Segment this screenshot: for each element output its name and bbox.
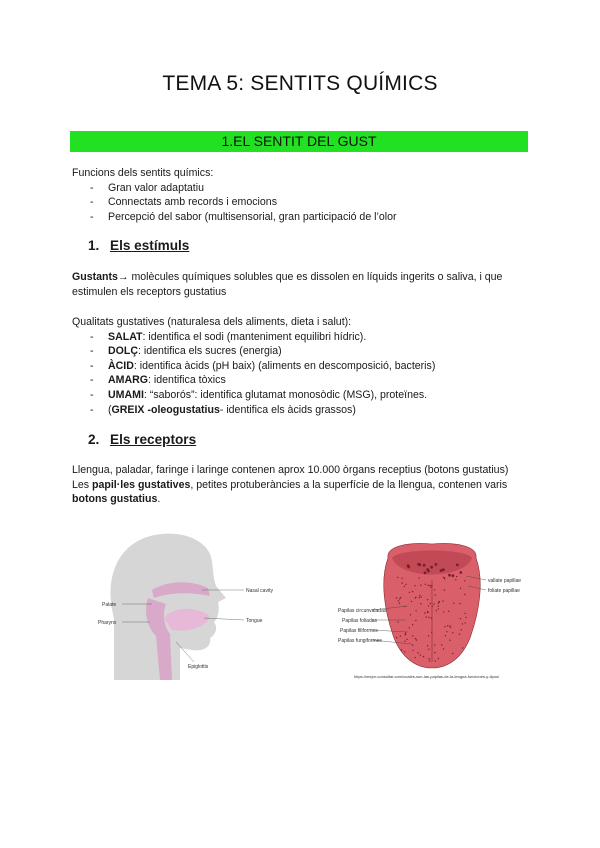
- papilla-dot: [431, 585, 432, 586]
- papilla-dot: [424, 572, 427, 575]
- papilla-dot: [452, 632, 453, 633]
- label-palate: Palate: [102, 602, 117, 608]
- papilla-dot: [459, 634, 460, 635]
- papilla-dot: [438, 658, 439, 659]
- list-item: [72, 344, 532, 359]
- papilla-dot: [465, 622, 466, 623]
- receptors-para-1: Llengua, paladar, faringe i laringe contenen aprox 10.000 òrgans receptius (botons gustatius): [72, 464, 509, 476]
- receptors-block: [72, 463, 532, 507]
- papilla-dot: [397, 577, 398, 578]
- papilla-dot: [444, 589, 445, 590]
- papilla-dot: [396, 597, 397, 598]
- quality-term: GREIX -oleogustatius: [111, 403, 220, 416]
- papillae-term: papil·les gustatives: [92, 478, 191, 491]
- papilla-dot: [444, 578, 445, 579]
- page-title: TEMA 5: SENTITS QUÍMICS: [162, 72, 438, 95]
- taste-buds-term: botons gustatius: [72, 493, 158, 506]
- papilla-dot: [443, 611, 444, 612]
- gustants-text: → molècules químiques solubles que es dissolen en líquids ingerits o saliva, i que estimulen els receptors gustatius: [72, 271, 503, 298]
- papilla-dot: [396, 637, 397, 638]
- papilla-dot: [402, 582, 403, 583]
- papilla-dot: [416, 639, 417, 640]
- papilla-dot: [436, 610, 437, 611]
- quality-text: : identifica tòxics: [148, 374, 226, 387]
- papilla-dot: [412, 591, 413, 592]
- label-epiglottis: Epiglottis: [188, 664, 209, 670]
- papilla-dot: [411, 601, 412, 602]
- papilla-dot: [456, 564, 459, 567]
- quality-text: : identifica els sucres (energia): [138, 345, 282, 358]
- papilla-dot: [444, 626, 445, 627]
- list-item: [72, 359, 532, 374]
- papilla-dot: [399, 603, 400, 604]
- papilla-dot: [456, 576, 457, 577]
- papilla-dot: [412, 624, 413, 625]
- papilla-dot: [418, 577, 419, 578]
- gustants-term: Gustants: [72, 271, 118, 283]
- quality-text: : “saborós”: identifica glutamat monosòdic (MSG), proteïnes.: [143, 388, 428, 401]
- papilla-dot: [440, 569, 443, 572]
- papilla-dot: [430, 566, 433, 569]
- list-item: [72, 330, 532, 345]
- papilla-dot: [429, 660, 430, 661]
- label-foliadas: Papilas foliadas: [342, 618, 378, 624]
- heading-number: 1.: [88, 238, 100, 253]
- papilla-dot: [404, 641, 405, 642]
- papilla-dot: [401, 578, 402, 579]
- papilla-dot: [452, 574, 455, 577]
- papilla-dot: [438, 608, 439, 609]
- papilla-dot: [412, 635, 413, 636]
- papilla-dot: [464, 580, 465, 581]
- papilla-dot: [401, 649, 402, 650]
- papilla-dot: [418, 563, 421, 566]
- papilla-dot: [449, 625, 450, 626]
- papilla-dot: [427, 585, 428, 586]
- quality-term: SALAT: [108, 330, 143, 343]
- papilla-dot: [409, 592, 410, 593]
- papilla-dot: [431, 632, 432, 633]
- heading-text: Els estímuls: [110, 238, 190, 253]
- stimuli-heading: [88, 238, 189, 253]
- quality-term: ÀCID: [108, 359, 134, 372]
- papilla-dot: [412, 644, 413, 645]
- papilla-dot: [464, 594, 465, 595]
- papilla-dot: [410, 614, 411, 615]
- papilla-dot: [448, 611, 449, 612]
- papilla-dot: [459, 603, 460, 604]
- papilla-dot: [417, 652, 418, 653]
- section-heading-sense-of-taste: 1.EL SENTIT DEL GUST: [70, 131, 528, 152]
- list-item: [72, 373, 532, 388]
- papilla-dot: [453, 603, 454, 604]
- papilla-dot: [435, 594, 436, 595]
- papilla-dot: [399, 598, 400, 599]
- tongue-papillae-figure: [338, 540, 526, 680]
- papilla-dot: [428, 649, 429, 650]
- papilla-dot: [415, 620, 416, 621]
- head-cross-section-figure: [84, 530, 274, 680]
- papilla-dot: [465, 617, 466, 618]
- papilla-dot: [443, 577, 444, 578]
- papilla-dot: [461, 629, 462, 630]
- functions-list: [72, 181, 532, 225]
- text-run: , petites protuberàncies a la superfície de la llengua, contenen varis: [190, 478, 508, 491]
- papilla-dot: [428, 617, 429, 618]
- papilla-dot: [455, 579, 456, 580]
- papilla-dot: [405, 584, 406, 585]
- list-item: [72, 403, 532, 418]
- papilla-dot: [432, 606, 433, 607]
- papilla-dot: [420, 585, 421, 586]
- quality-term: UMAMI: [108, 388, 144, 401]
- papilla-dot: [423, 656, 424, 657]
- papilla-dot: [460, 618, 461, 619]
- papilla-dot: [447, 625, 448, 626]
- papilla-dot: [426, 568, 429, 571]
- papilla-dot: [405, 634, 406, 635]
- functions-block: [72, 166, 532, 224]
- papilla-dot: [433, 604, 434, 605]
- papilla-dot: [429, 585, 430, 586]
- quality-term: DOLÇ: [108, 345, 139, 358]
- papilla-dot: [413, 650, 414, 651]
- papilla-dot: [464, 613, 465, 614]
- qualities-list: [72, 330, 532, 418]
- label-foliate: foliate papillae: [488, 588, 520, 594]
- label-tongue: Tongue: [246, 618, 263, 624]
- papilla-dot: [419, 595, 420, 596]
- papilla-dot: [446, 631, 447, 632]
- papilla-dot: [435, 563, 438, 566]
- papilla-dot: [427, 645, 428, 646]
- label-vallate: vallate papillae: [488, 578, 522, 584]
- papilla-dot: [415, 610, 416, 611]
- papilla-dot: [425, 584, 426, 585]
- papilla-dot: [442, 568, 445, 571]
- papilla-dot: [419, 597, 420, 598]
- papilla-dot: [460, 588, 461, 589]
- papilla-dot: [428, 635, 429, 636]
- figure-source-url: https://mejor-consultar.com/cuales-son-las-papilas-de-la-lengua-funciones-y-tipos/: [354, 674, 500, 679]
- papilla-dot: [424, 612, 425, 613]
- papilla-dot: [421, 596, 422, 597]
- papilla-dot: [438, 601, 439, 602]
- papilla-dot: [420, 654, 421, 655]
- papilla-dot: [442, 600, 443, 601]
- papilla-dot: [400, 636, 401, 637]
- papilla-dot: [409, 627, 410, 628]
- papilla-dot: [430, 603, 431, 604]
- label-circunvaladas: Papilas circunvaladas: [338, 608, 387, 614]
- list-item: - Connectats amb records i emocions: [72, 195, 532, 210]
- papilla-dot: [406, 639, 407, 640]
- papilla-dot: [407, 564, 410, 567]
- label-nasal-cavity: Nasal cavity: [246, 588, 273, 594]
- papilla-dot: [415, 657, 416, 658]
- papilla-dot: [438, 605, 439, 606]
- quality-text: : identifica el sodi (manteniment equilibri hídric).: [142, 330, 367, 343]
- qualities-block: [72, 315, 532, 417]
- papilla-dot: [434, 644, 435, 645]
- quality-term: AMARG: [108, 374, 149, 387]
- list-item: - Gran valor adaptatiu: [72, 181, 532, 196]
- greix-open: (: [108, 403, 112, 416]
- papilla-dot: [428, 605, 429, 606]
- heading-number: 2.: [88, 432, 100, 447]
- list-item: [72, 388, 532, 403]
- label-filiformes: Papilas filiformes: [340, 628, 378, 634]
- functions-intro: Funcions dels sentits químics:: [72, 167, 214, 179]
- papilla-dot: [400, 597, 401, 598]
- papilla-dot: [427, 599, 428, 600]
- papilla-dot: [415, 638, 416, 639]
- text-run: Les: [72, 478, 93, 491]
- papilla-dot: [441, 644, 442, 645]
- papilla-dot: [414, 585, 415, 586]
- papilla-dot: [452, 653, 453, 654]
- papilla-dot: [428, 658, 429, 659]
- qualities-intro: Qualitats gustatives (naturalesa dels aliments, dieta i salut):: [72, 316, 352, 328]
- papilla-dot: [462, 647, 463, 648]
- papilla-dot: [459, 571, 462, 574]
- papilla-dot: [415, 597, 416, 598]
- papilla-dot: [420, 603, 421, 604]
- text-run: .: [157, 493, 161, 506]
- papilla-dot: [404, 651, 405, 652]
- label-pharynx: Pharynx: [98, 620, 117, 626]
- label-fungiformes: Papilas fungiformes: [338, 638, 382, 644]
- papilla-dot: [462, 623, 463, 624]
- papilla-dot: [449, 640, 450, 641]
- papilla-dot: [431, 617, 432, 618]
- gustants-paragraph: [72, 270, 532, 299]
- receptors-heading: [88, 432, 196, 447]
- list-item: - Percepció del sabor (multisensorial, gran participació de l’olor: [72, 210, 532, 225]
- papilla-dot: [398, 600, 399, 601]
- papilla-dot: [435, 660, 436, 661]
- papilla-dot: [448, 574, 451, 577]
- papilla-dot: [450, 627, 451, 628]
- papilla-dot: [397, 621, 398, 622]
- papilla-dot: [426, 616, 427, 617]
- quality-text: : identifica àcids (pH baix) (aliments en descomposició, bacteris): [133, 359, 436, 372]
- papilla-dot: [404, 586, 405, 587]
- papilla-dot: [434, 652, 435, 653]
- papilla-dot: [434, 589, 435, 590]
- heading-text: Els receptors: [110, 432, 197, 447]
- papilla-dot: [430, 586, 431, 587]
- receptors-para-2: [72, 478, 532, 507]
- papilla-dot: [443, 648, 444, 649]
- papilla-dot: [445, 635, 446, 636]
- papilla-dot: [423, 564, 426, 567]
- quality-text: - identifica els àcids grassos): [219, 403, 356, 416]
- papilla-dot: [405, 632, 406, 633]
- papilla-dot: [427, 611, 428, 612]
